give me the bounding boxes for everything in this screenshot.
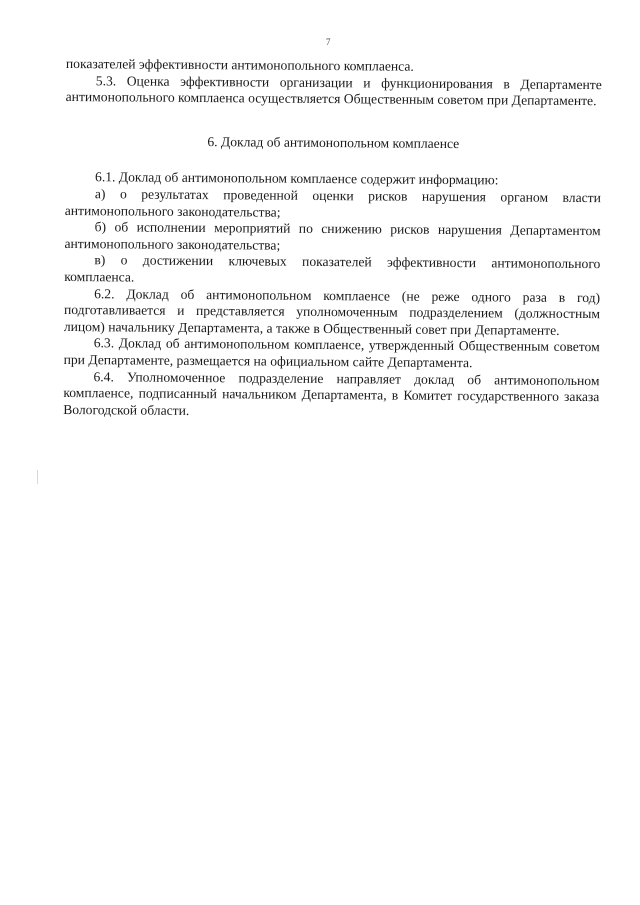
paragraph-6-1-a: а) о результатах проведенной оценки рисков нарушения органом власти антимонопольного законодательства;	[64, 186, 601, 220]
section-heading-6: 6. Доклад об антимонопольном комплаенсе	[207, 133, 460, 151]
paragraph-6-4: 6.4. Уполномоченное подразделение направляет доклад об антимонопольном комплаенсе, подписанный начальником Департамента, в Комитет государственного заказа Вологодской области.	[63, 368, 600, 418]
paragraph-6-2: 6.2. Доклад об антимонопольном комплаенсе (не реже одного раза в год) подготавливается и представляется уполномоченным подразделением (должностным лицом) начальнику Департамента, а также в Общественный совет при Департаменте.	[63, 285, 601, 338]
paragraph-6-1-b: б) об исполнении мероприятий по снижению рисков нарушения Департаментом антимонопольного законодательства;	[64, 219, 601, 253]
paragraph-5-3: 5.3. Оценка эффективности организации и функционирования в Департаменте антимонопольного комплаенса осуществляется Общественным советом при Департаменте.	[65, 72, 602, 109]
document-body	[63, 56, 602, 422]
paragraph-6-3: 6.3. Доклад об антимонопольном комплаенсе, утвержденный Общественным советом при Департаменте, размещается на официальном сайте Департамента.	[63, 335, 600, 371]
scan-artifact	[37, 470, 38, 484]
paragraph-6-1-c: в) о достижении ключевых показателей эффективности антимонопольного комплаенса.	[64, 252, 601, 285]
page-number: 7	[326, 37, 331, 47]
paragraph-6-1: 6.1. Доклад об антимонопольном комплаенсе содержит информацию:	[94, 169, 499, 188]
paragraph-continuation: показателей эффективности антимонопольного комплаенса.	[65, 56, 414, 74]
